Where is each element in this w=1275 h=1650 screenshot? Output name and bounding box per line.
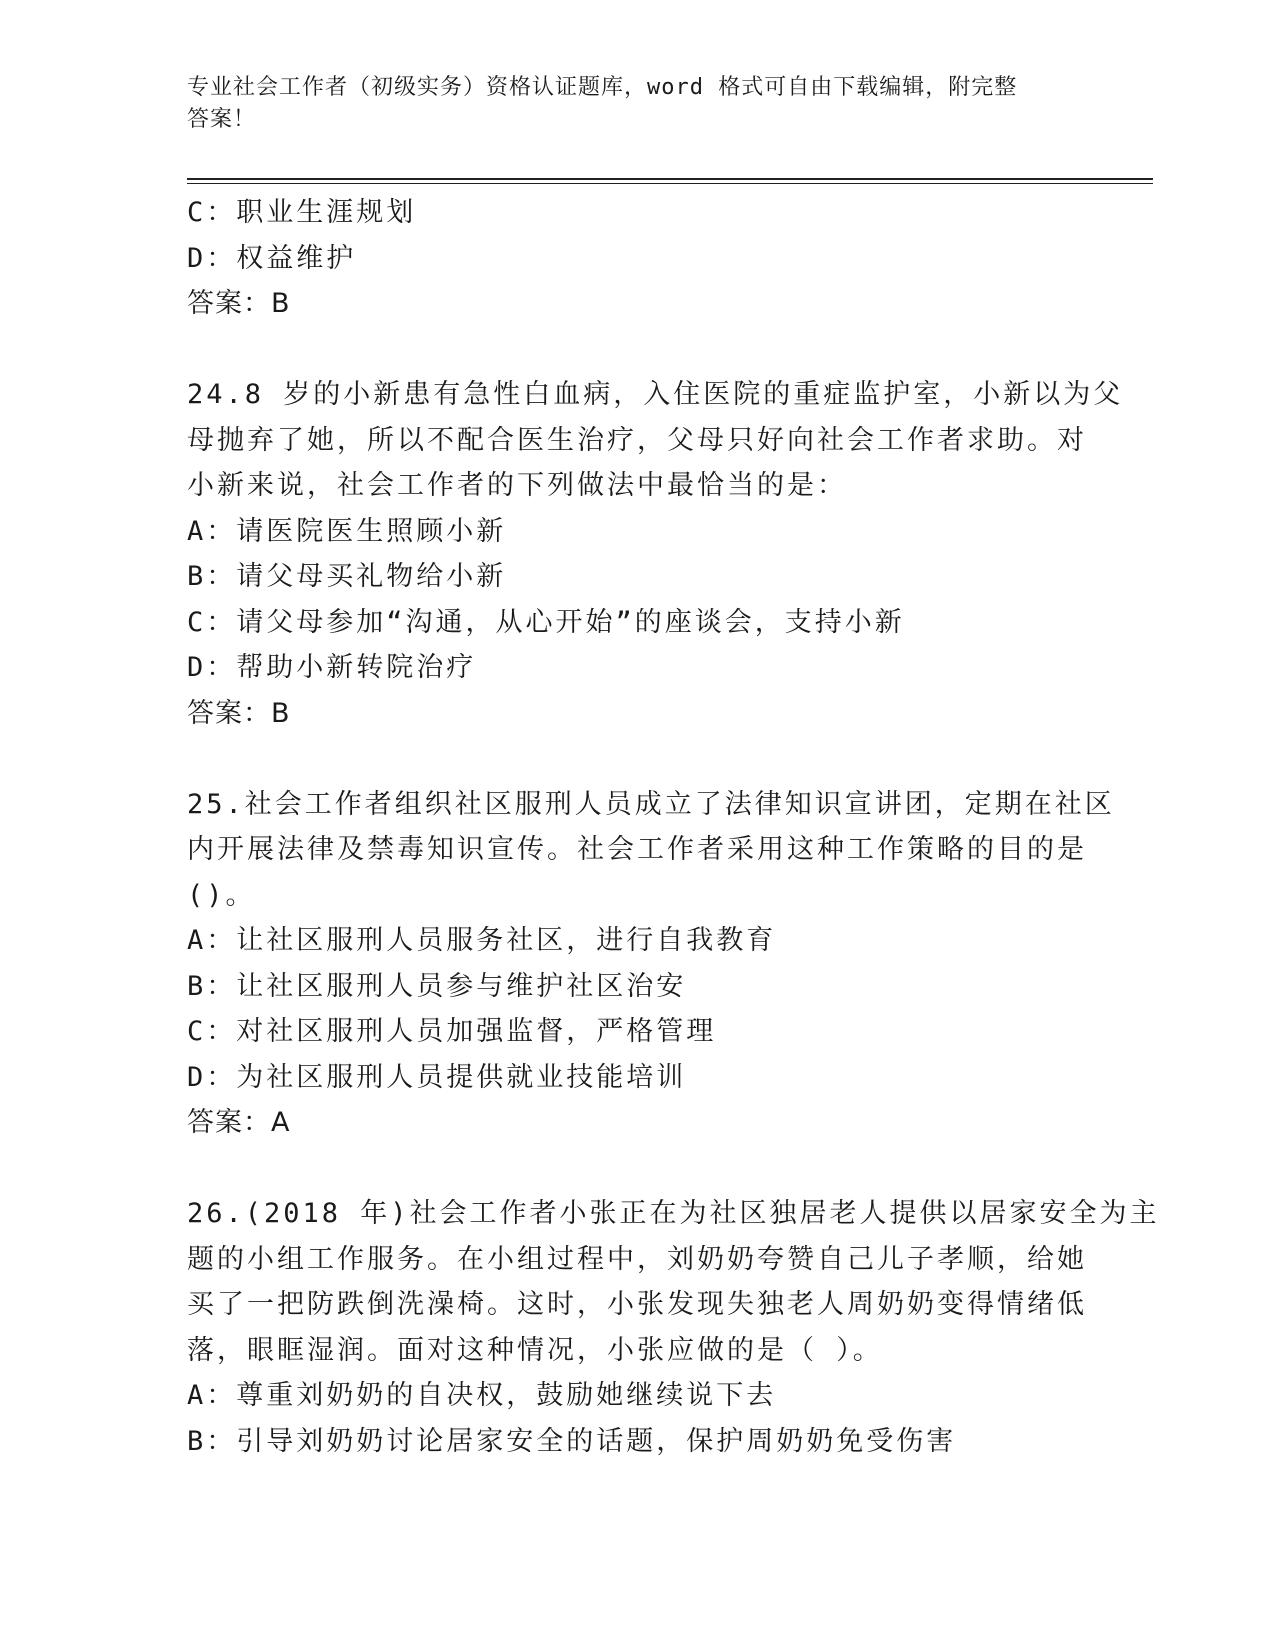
question-stem-line: 题的小组工作服务。在小组过程中，刘奶奶夸赞自己儿子孝顺，给她 [187, 1243, 1087, 1275]
question-stem-line: 26.(2018 年)社会工作者小张正在为社区独居老人提供以居家安全为主 [187, 1198, 1160, 1229]
question-stem-line: 母抛弃了她，所以不配合医生治疗，父母只好向社会工作者求助。对 [187, 424, 1087, 456]
option-b: B：引导刘奶奶讨论居家安全的话题，保护周奶奶免受伤害 [187, 1425, 957, 1457]
answer: 答案：A [187, 1107, 291, 1138]
header-line-2: 答案！ [187, 107, 257, 132]
question-content [187, 190, 1160, 1464]
option-d: D：为社区服刑人员提供就业技能培训 [187, 1061, 687, 1093]
header-rule-thin [187, 183, 1153, 184]
question-stem-line: ()。 [187, 879, 256, 911]
question-stem-line: 25.社会工作者组织社区服刑人员成立了法律知识宣讲团，定期在社区 [187, 788, 1115, 820]
option-a: A：请医院医生照顾小新 [187, 515, 507, 547]
spacer [187, 1146, 1087, 1192]
spacer [187, 327, 1087, 373]
question-26 [187, 1191, 1160, 1464]
question-24 [187, 372, 1124, 736]
option-d: D：权益维护 [187, 242, 357, 274]
question-stem-line: 落，眼眶湿润。面对这种情况，小张应做的是（ ）。 [187, 1334, 883, 1366]
answer: 答案：B [187, 288, 291, 319]
question-stem-line: 买了一把防跌倒洗澡椅。这时，小张发现失独老人周奶奶变得情绪低 [187, 1289, 1087, 1320]
question-23 [187, 190, 1087, 327]
document-header [187, 72, 1087, 136]
option-d: D：帮助小新转院治疗 [187, 652, 477, 683]
option-c: C：职业生涯规划 [187, 197, 417, 228]
option-b: B：让社区服刑人员参与维护社区治安 [187, 970, 687, 1002]
option-b: B：请父母买礼物给小新 [187, 561, 507, 592]
option-c: C：请父母参加“沟通，从心开始”的座谈会，支持小新 [187, 606, 905, 638]
answer: 答案：B [187, 697, 291, 729]
header-rule-thick [187, 178, 1153, 180]
question-stem-line: 24.8 岁的小新患有急性白血病，入住医院的重症监护室，小新以为父 [187, 379, 1124, 410]
spacer [187, 736, 1087, 782]
option-a: A：尊重刘奶奶的自决权，鼓励她继续说下去 [187, 1380, 777, 1411]
question-stem-line: 小新来说，社会工作者的下列做法中最恰当的是： [187, 470, 847, 501]
question-stem-line: 内开展法律及禁毒知识宣传。社会工作者采用这种工作策略的目的是 [187, 834, 1087, 865]
option-c: C：对社区服刑人员加强监督，严格管理 [187, 1016, 717, 1047]
option-a: A：让社区服刑人员服务社区，进行自我教育 [187, 925, 777, 956]
question-25 [187, 782, 1115, 1146]
header-line-1: 专业社会工作者（初级实务）资格认证题库，word 格式可自由下载编辑，附完整 [187, 75, 1018, 100]
